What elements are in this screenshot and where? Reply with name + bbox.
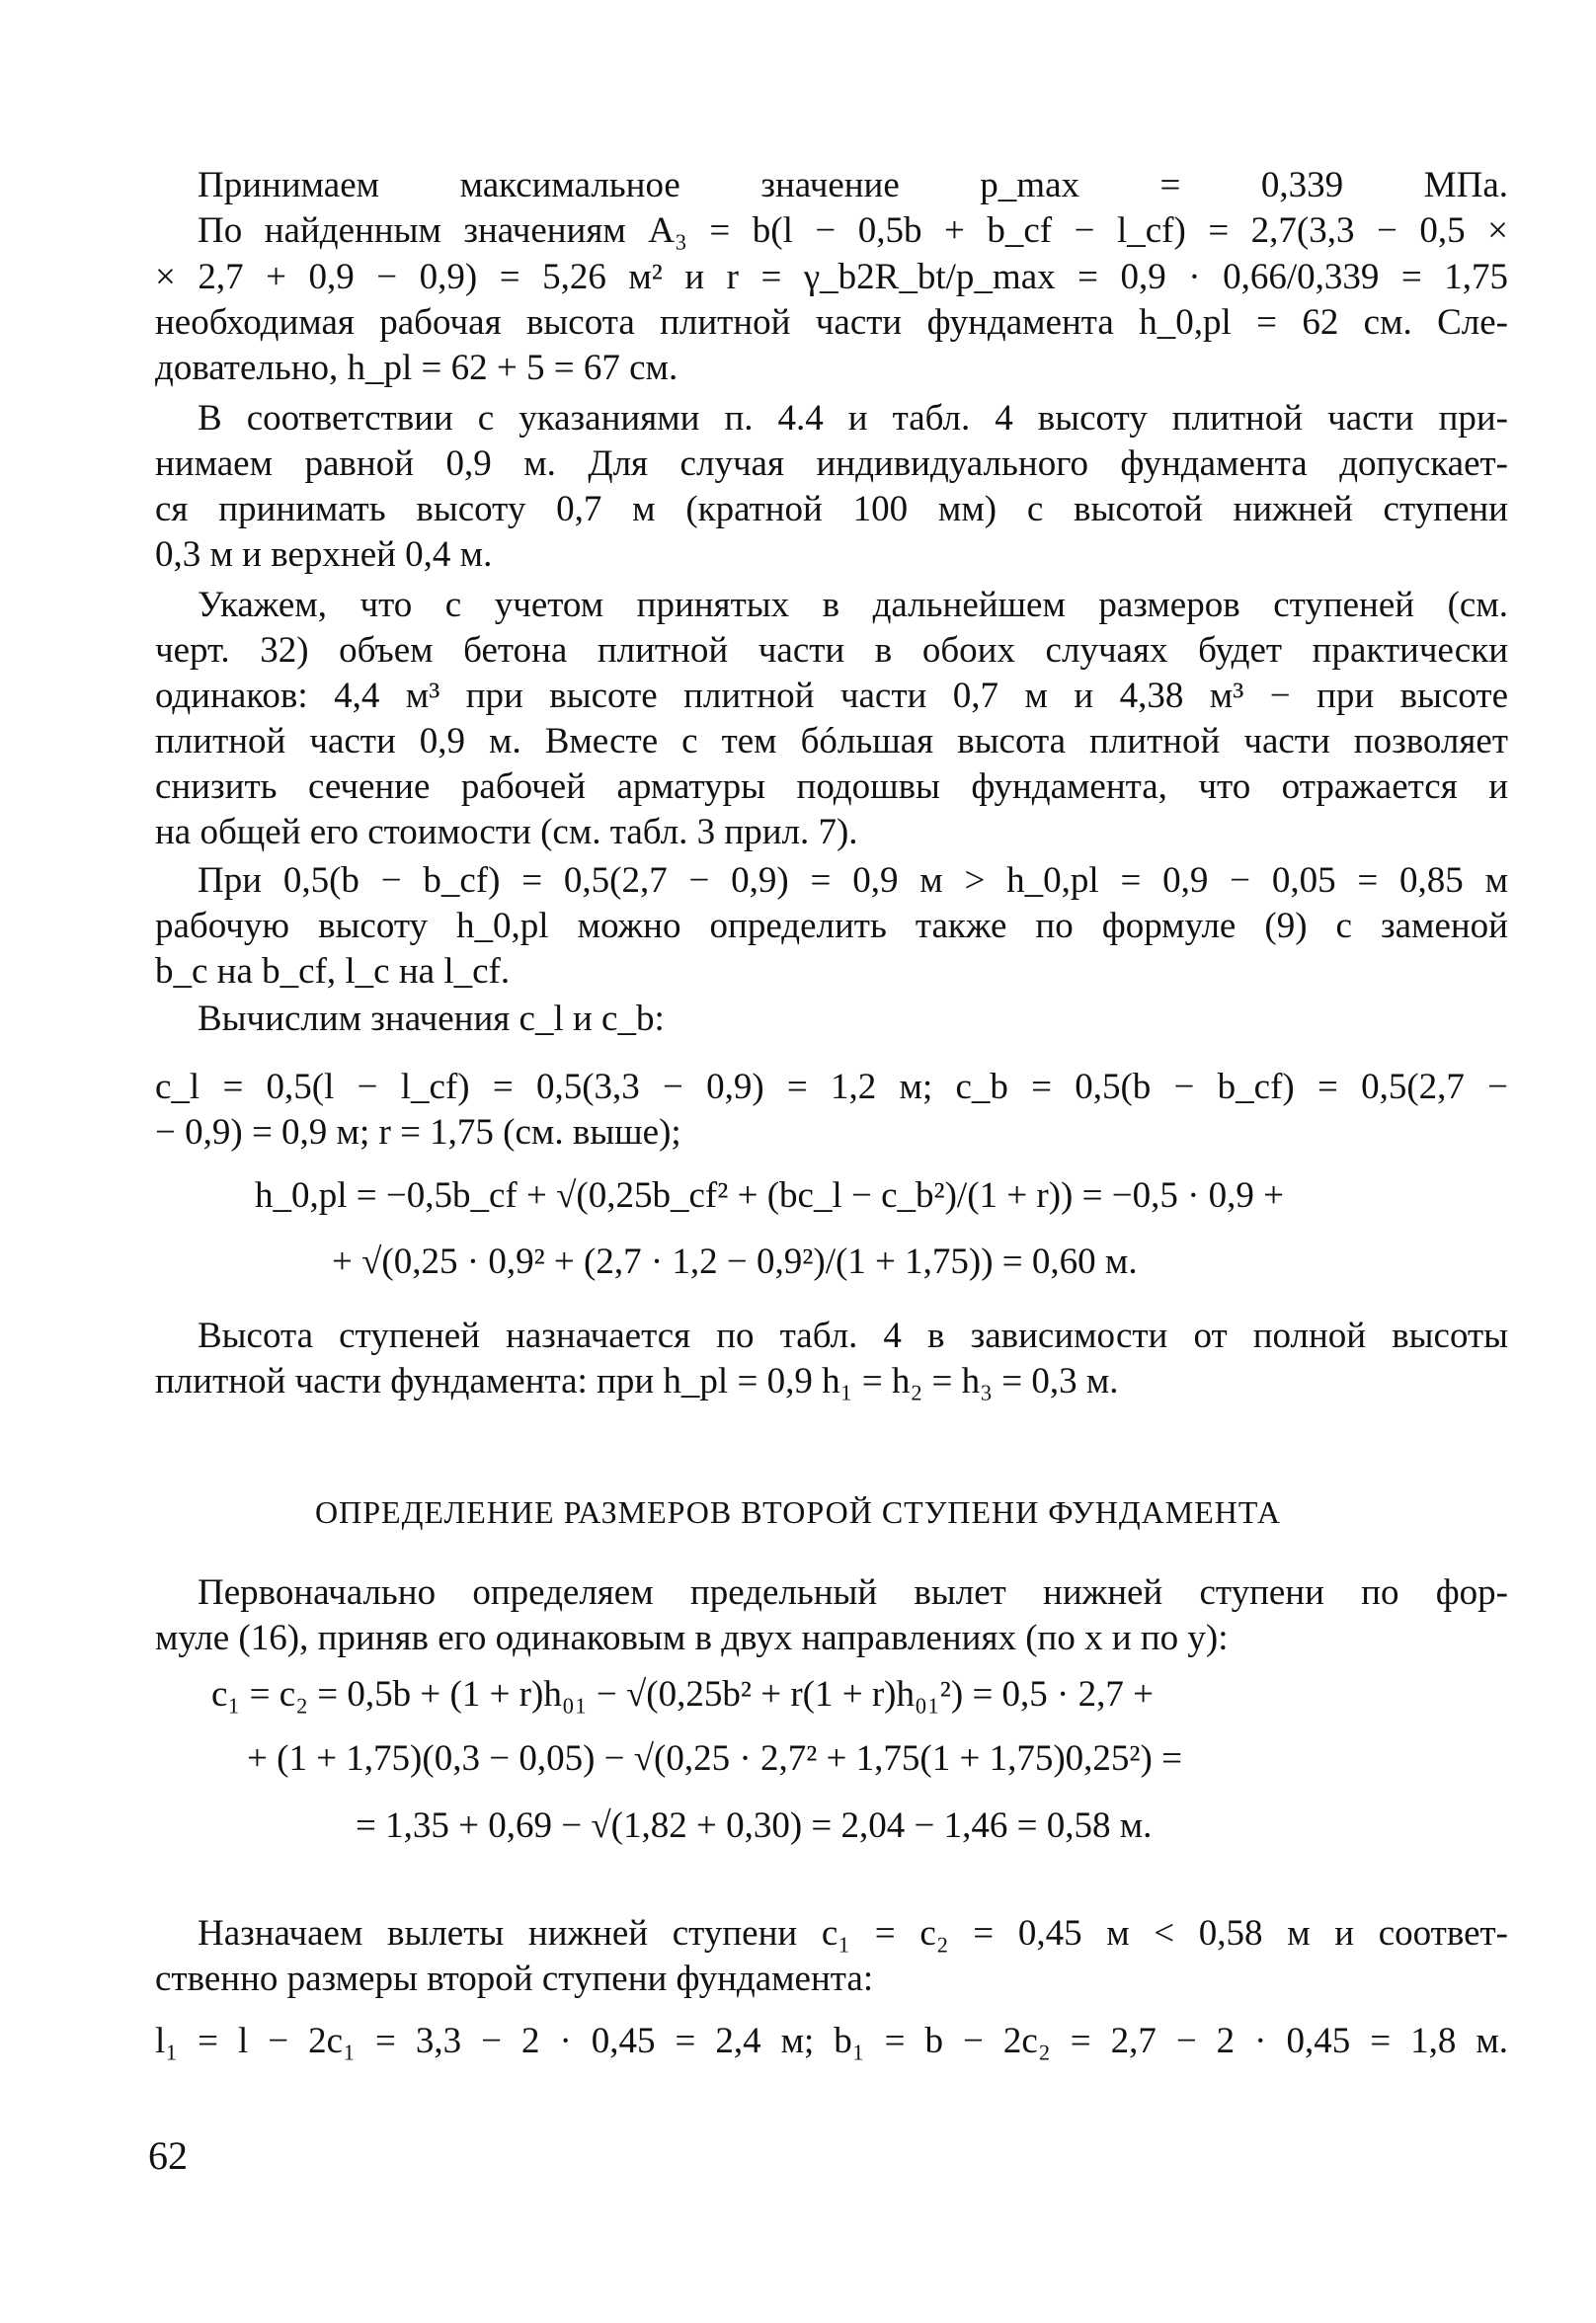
text-line: необходимая рабочая высота плитной части фундамента h_0,pl = 62 см. Сле- — [155, 302, 1508, 343]
text-line: ся принимать высоту 0,7 м (кратной 100 мм) с высотой нижней ступени — [155, 489, 1508, 529]
text-line: Назначаем вылеты нижней ступени c₁ = c₂ = 0,45 м < 0,58 м и соответ- — [198, 1913, 1508, 1954]
text-line: довательно, h_pl = 62 + 5 = 67 см. — [155, 348, 678, 388]
text-line: черт. 32) объем бетона плитной части в обоих случаях будет практически — [155, 630, 1508, 671]
page-number: 62 — [148, 2133, 188, 2178]
text-line: В соответствии с указаниями п. 4.4 и табл. 4 высоту плитной части при- — [198, 398, 1508, 439]
text-line: снизить сечение рабочей арматуры подошвы фундамента, что отражается и — [155, 766, 1508, 807]
text-line: Укажем, что с учетом принятых в дальнейшем размеров ступеней (см. — [198, 585, 1508, 625]
text-line: на общей его стоимости (см. табл. 3 прил. 7). — [155, 812, 858, 852]
formula-line: l₁ = l − 2c₁ = 3,3 − 2 · 0,45 = 2,4 м; b₁ = b − 2c₂ = 2,7 − 2 · 0,45 = 1,8 м. — [155, 2021, 1508, 2061]
formula-line: h_0,pl = −0,5b_cf + √(0,25b_cf² + (bc_l − c_b²)/(1 + r)) = −0,5 · 0,9 + — [255, 1175, 1285, 1216]
text-line: одинаков: 4,4 м³ при высоте плитной части 0,7 м и 4,38 м³ − при высоте — [155, 676, 1508, 716]
text-line: По найденным значениям A₃ = b(l − 0,5b + b_cf − l_cf) = 2,7(3,3 − 0,5 × — [198, 210, 1508, 251]
section-heading: ОПРЕДЕЛЕНИЕ РАЗМЕРОВ ВТОРОЙ СТУПЕНИ ФУНДАМЕНТА — [315, 1494, 1281, 1530]
text-line: b_c на b_cf, l_c на l_cf. — [155, 951, 511, 992]
text-line: нимаем равной 0,9 м. Для случая индивидуального фундамента допускает- — [155, 443, 1508, 484]
text-line: Первоначально определяем предельный вылет нижней ступени по фор- — [198, 1572, 1508, 1613]
text-line: ственно размеры второй ступени фундамента: — [155, 1959, 874, 1999]
formula-line: c₁ = c₂ = 0,5b + (1 + r)h₀₁ − √(0,25b² + r(1 + r)h₀₁²) = 0,5 · 2,7 + — [211, 1674, 1154, 1715]
text-line: При 0,5(b − b_cf) = 0,5(2,7 − 0,9) = 0,9 м > h_0,pl = 0,9 − 0,05 = 0,85 м — [198, 860, 1508, 901]
formula-line: − 0,9) = 0,9 м; r = 1,75 (см. выше); — [155, 1112, 681, 1153]
formula-line: = 1,35 + 0,69 − √(1,82 + 0,30) = 2,04 − 1,46 = 0,58 м. — [356, 1805, 1153, 1846]
formula-line: + √(0,25 · 0,9² + (2,7 · 1,2 − 0,9²)/(1 + 1,75)) = 0,60 м. — [332, 1242, 1138, 1282]
formula-line: c_l = 0,5(l − l_cf) = 0,5(3,3 − 0,9) = 1,2 м; c_b = 0,5(b − b_cf) = 0,5(2,7 − — [155, 1067, 1508, 1107]
text-line: рабочую высоту h_0,pl можно определить также по формуле (9) с заменой — [155, 906, 1508, 946]
text-line: × 2,7 + 0,9 − 0,9) = 5,26 м² и r = γ_b2R_bt/p_max = 0,9 · 0,66/0,339 = 1,75 — [155, 257, 1508, 297]
text-line: Высота ступеней назначается по табл. 4 в зависимости от полной высоты — [198, 1316, 1508, 1356]
text-line: муле (16), приняв его одинаковым в двух направлениях (по x и по y): — [155, 1618, 1229, 1658]
text-line: 0,3 м и верхней 0,4 м. — [155, 534, 493, 575]
text-line: плитной части фундамента: при h_pl = 0,9 h₁ = h₂ = h₃ = 0,3 м. — [155, 1361, 1119, 1402]
text-line: Принимаем максимальное значение p_max = 0,339 МПа. — [198, 165, 1508, 205]
text-line: Вычислим значения c_l и c_b: — [198, 999, 665, 1039]
formula-line: + (1 + 1,75)(0,3 − 0,05) − √(0,25 · 2,7² + 1,75(1 + 1,75)0,25²) = — [247, 1738, 1182, 1779]
text-line: плитной части 0,9 м. Вместе с тем бóльшая высота плитной части позволяет — [155, 721, 1508, 761]
